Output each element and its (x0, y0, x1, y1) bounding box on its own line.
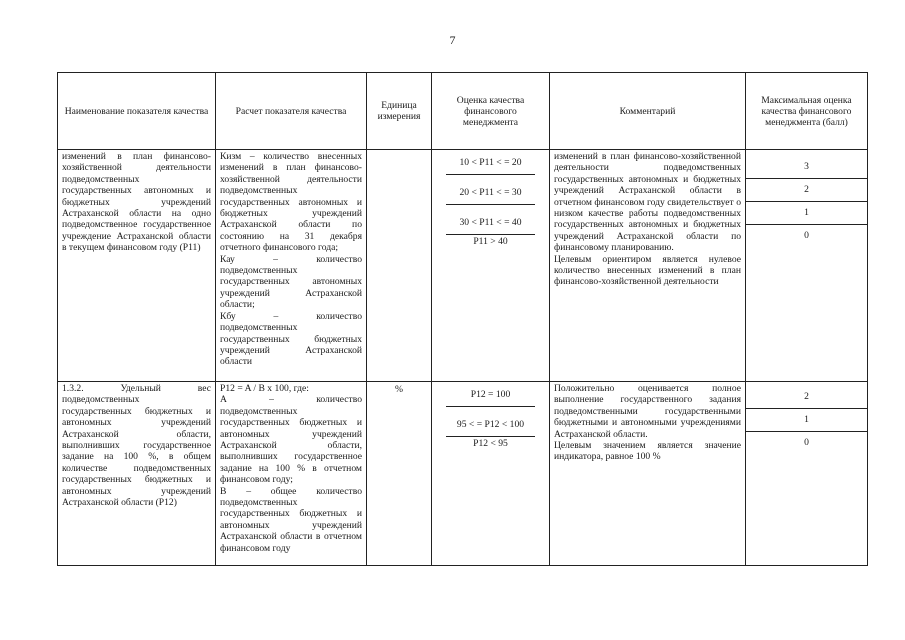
page-number: 7 (449, 33, 456, 47)
score-value: 0 (804, 437, 809, 448)
indicator-name: 1.3.2. Удельный вес подведомственных государственных бюджетных и автономных учреждений Астраханской области, выполнивших государственное задание на 100 %, в общем количестве подведомственных государственных бюджетных и автономных учреждений Астраханской области (P12) (62, 383, 211, 509)
header-name: Наименование показателя качества (58, 73, 216, 150)
unit-cell (367, 382, 432, 566)
score-cell (746, 382, 868, 566)
comment-cell (550, 382, 746, 566)
score-cell (746, 150, 868, 382)
unit-cell (367, 150, 432, 382)
score-value: 2 (746, 386, 867, 409)
score-value: 1 (746, 202, 867, 225)
calc-cell (216, 150, 367, 382)
score-value: 3 (746, 156, 867, 179)
eval-range: P12 < 95 (446, 436, 535, 453)
eval-cell (432, 382, 550, 566)
eval-range: P12 = 100 (446, 384, 535, 407)
unit-value: % (395, 384, 403, 395)
calc-line: В – общее количество подведомственных государственных бюджетных и автономных учреждений Астраханской области в отчетном финансовом году (220, 485, 362, 554)
eval-range: 95 < = P12 < 100 (446, 414, 535, 437)
calc-line: Кизм – количество внесенных изменений в план финансово-хозяйственной деятельности подведомственных государственных автономных и бюджетных учреждений Астраханской области по состоянию на 31 декабря отчетного финансового года; (220, 151, 362, 254)
calc-line: Кау – количество подведомственных государственных автономных учреждений Астраханской области; (220, 253, 362, 311)
indicator-name-cell (58, 382, 216, 566)
calc-line: Кбу – количество подведомственных государственных бюджетных учреждений Астраханской области (220, 310, 362, 368)
eval-cell (432, 150, 550, 382)
header-comment: Комментарий (550, 73, 746, 150)
comment-line: Положительно оценивается полное выполнение государственного задания подведомственными государственными бюджетными и автономными учреждениями Астраханской области. (554, 383, 741, 440)
comment-line: Целевым значением является значение индикатора, равное 100 % (554, 440, 741, 463)
header-eval: Оценка качества финансового менеджмента (432, 73, 550, 150)
calc-line: P12 = A / B x 100, где: (220, 383, 309, 394)
indicator-name-cell (58, 150, 216, 382)
score-value: 1 (746, 409, 867, 432)
calc-line: А – количество подведомственных государственных бюджетных и автономных учреждений Астраханской области, выполнивших государственное задание на 100 % в отчетном финансовом году; (220, 394, 362, 486)
eval-range: P11 > 40 (446, 234, 535, 251)
score-value: 0 (804, 230, 809, 241)
score-value: 2 (746, 179, 867, 202)
header-calc: Расчет показателя качества (216, 73, 367, 150)
indicator-name: изменений в план финансово-хозяйственной деятельности подведомственных государственных автономных и бюджетных учреждений Астраханской области на одно подведомственное государственное учреждение Астраханской области в текущем финансовом году (P11) (62, 151, 211, 254)
unit-value (367, 150, 431, 152)
table-row (58, 150, 868, 382)
table-row (58, 382, 868, 566)
eval-range: 30 < P11 < = 40 (446, 212, 535, 235)
quality-indicators-table (57, 72, 868, 566)
comment-line: изменений в план финансово-хозяйственной деятельности подведомственных государственных автономных и бюджетных учреждений Астраханской области в отчетном финансовом году свидетельствует о низком качестве работы подведомственных государственных автономных и бюджетных учреждений Астраханской области по финансовому планированию. (554, 151, 741, 254)
header-unit: Единица измерения (367, 73, 432, 150)
eval-range: 20 < P11 < = 30 (446, 182, 535, 205)
table-header-row (58, 73, 868, 150)
comment-line: Целевым ориентиром является нулевое количество внесенных изменений в план финансово-хозяйственной деятельности (554, 253, 741, 288)
eval-range: 10 < P11 < = 20 (446, 152, 535, 175)
comment-cell (550, 150, 746, 382)
header-max: Максимальная оценка качества финансового менеджмента (балл) (746, 73, 868, 150)
calc-cell (216, 382, 367, 566)
